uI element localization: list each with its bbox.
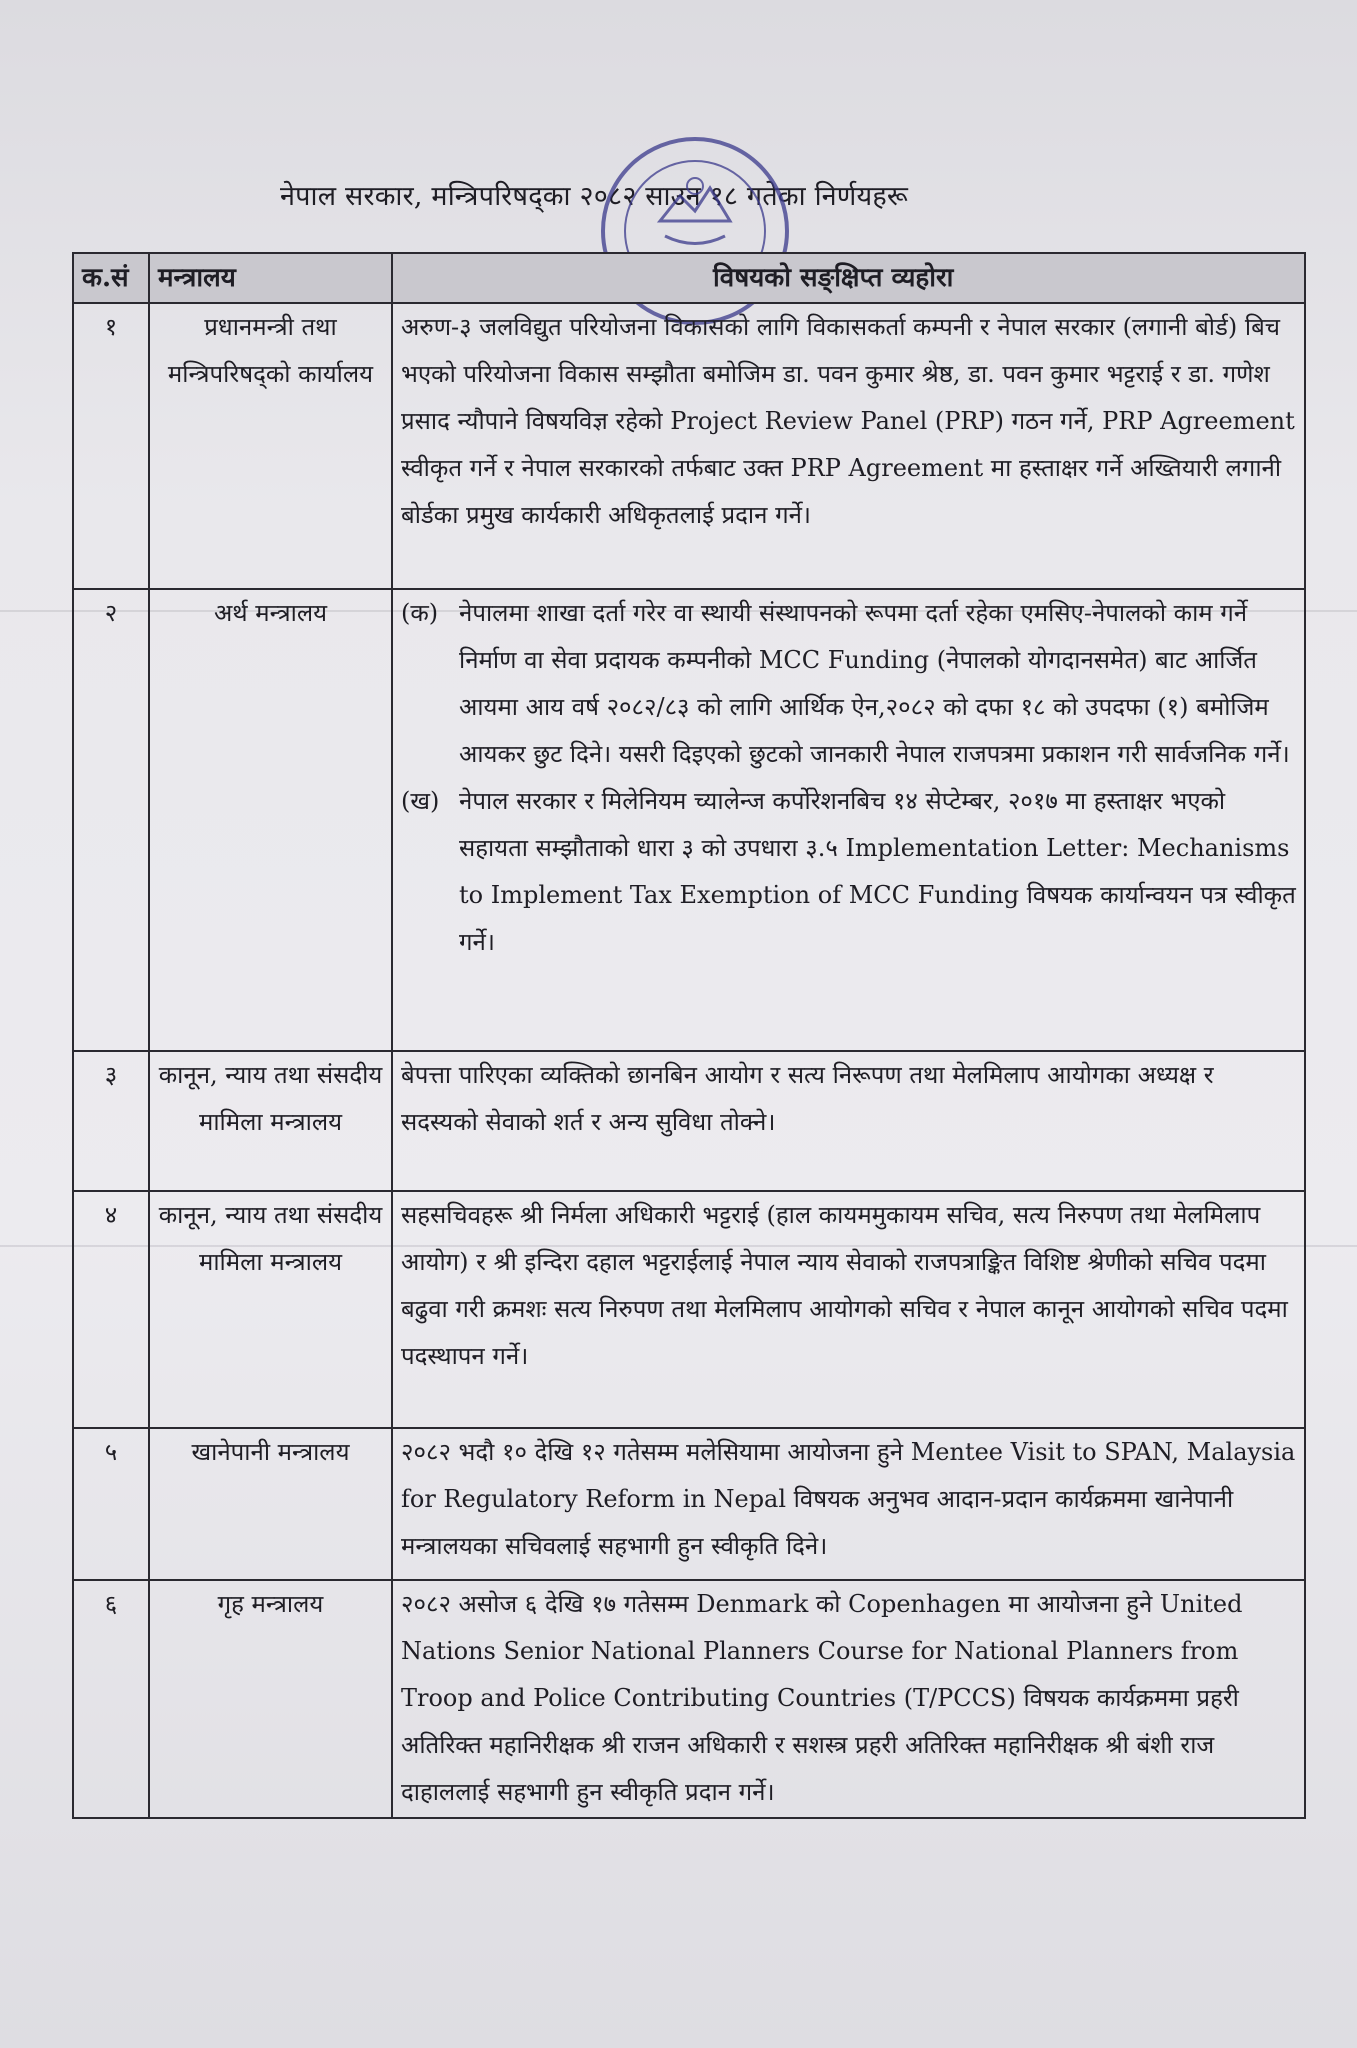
table-row: [73, 303, 1305, 589]
sub-item-text: नेपाल सरकार र मिलेनियम च्यालेन्ज कर्पोरेशनबिच १४ सेप्टेम्बर, २०१७ मा हस्ताक्षर भएको सहायता सम्झौताको धारा ३ को उपधारा ३.५ Implementation Letter: Mechanisms to Implement Tax Exemption of MCC Funding विषयक कार्यान्वयन पत्र स्वीकृत गर्ने।: [459, 787, 1296, 956]
table-header-row: [73, 253, 1305, 303]
row-sn: ३: [73, 1051, 149, 1191]
row-summary: २०८२ भदौ १० देखि १२ गतेसम्म मलेसियामा आयोजना हुने Mentee Visit to SPAN, Malaysia for Regulatory Reform in Nepal विषयक अनुभव आदान-प्रदान कार्यक्रममा खानेपानी मन्त्रालयका सचिवलाई सहभागी हुन स्वीकृति दिने।: [392, 1428, 1305, 1580]
row-sn: ६: [73, 1580, 149, 1818]
row-ministry: कानून, न्याय तथा संसदीय मामिला मन्त्रालय: [149, 1051, 392, 1191]
table-row: [73, 1191, 1305, 1428]
sub-item-b: [401, 778, 1296, 966]
sub-item-text: नेपालमा शाखा दर्ता गरेर वा स्थायी संस्थापनको रूपमा दर्ता रहेका एमसिए-नेपालको काम गर्ने निर्माण वा सेवा प्रदायक कम्पनीको MCC Funding (नेपालको योगदानसमेत) बाट आर्जित आयमा आय वर्ष २०८२/८३ को लागि आर्थिक ऐन,२०८२ को दफा १८ को उपदफा (१) बमोजिम आयकर छुट दिने। यसरी दिइएको छुटको जानकारी नेपाल राजपत्रमा प्रकाशन गरी सार्वजनिक गर्ने।: [459, 599, 1290, 768]
table-row: [73, 1051, 1305, 1191]
row-sn: ४: [73, 1191, 149, 1428]
row-summary: [392, 589, 1305, 1051]
row-sn: २: [73, 589, 149, 1051]
document-title: नेपाल सरकार, मन्त्रिपरिषद्का २०८२ साउन १८ गतेका निर्णयहरू: [280, 181, 909, 212]
decisions-table: [72, 252, 1306, 1819]
sub-item-label: (ख): [401, 787, 440, 815]
table-row: [73, 1428, 1305, 1580]
row-summary: २०८२ असोज ६ देखि १७ गतेसम्म Denmark को Copenhagen मा आयोजना हुने United Nations Senior National Planners Course for National Planners from Troop and Police Contributing Countries (T/PCCS) विषयक कार्यक्रममा प्रहरी अतिरिक्त महानिरीक्षक श्री राजन अधिकारी र सशस्त्र प्रहरी अतिरिक्त महानिरीक्षक श्री बंशी राज दाहाललाई सहभागी हुन स्वीकृति प्रदान गर्ने।: [392, 1580, 1305, 1818]
row-summary: अरुण-३ जलविद्युत परियोजना विकासको लागि विकासकर्ता कम्पनी र नेपाल सरकार (लगानी बोर्ड) बिच भएको परियोजना विकास सम्झौता बमोजिम डा. पवन कुमार श्रेष्ठ, डा. पवन कुमार भट्टराई र डा. गणेश प्रसाद न्यौपाने विषयविज्ञ रहेको Project Review Panel (PRP) गठन गर्ने, PRP Agreement स्वीकृत गर्ने र नेपाल सरकारको तर्फबाट उक्त PRP Agreement मा हस्ताक्षर गर्ने अख्तियारी लगानी बोर्डका प्रमुख कार्यकारी अधिकृतलाई प्रदान गर्ने।: [392, 303, 1305, 589]
row-summary: सहसचिवहरू श्री निर्मला अधिकारी भट्टराई (हाल कायममुकायम सचिव, सत्य निरुपण तथा मेलमिलाप आयोग) र श्री इन्दिरा दहाल भट्टराईलाई नेपाल न्याय सेवाको राजपत्राङ्कित विशिष्ट श्रेणीको सचिव पदमा बढुवा गरी क्रमशः सत्य निरुपण तथा मेलमिलाप आयोगको सचिव र नेपाल कानून आयोगको सचिव पदमा पदस्थापन गर्ने।: [392, 1191, 1305, 1428]
row-summary: बेपत्ता पारिएका व्यक्तिको छानबिन आयोग र सत्य निरूपण तथा मेलमिलाप आयोगका अध्यक्ष र सदस्यको सेवाको शर्त र अन्य सुविधा तोक्ने।: [392, 1051, 1305, 1191]
table-row: [73, 589, 1305, 1051]
row-sn: ५: [73, 1428, 149, 1580]
row-ministry: अर्थ मन्त्रालय: [149, 589, 392, 1051]
sub-item-a: [401, 590, 1296, 778]
row-sn: १: [73, 303, 149, 589]
header-ministry: मन्त्रालय: [149, 253, 392, 303]
header-sn: क.सं: [73, 253, 149, 303]
row-ministry: कानून, न्याय तथा संसदीय मामिला मन्त्रालय: [149, 1191, 392, 1428]
row-ministry: प्रधानमन्त्री तथा मन्त्रिपरिषद्को कार्यालय: [149, 303, 392, 589]
row-ministry: खानेपानी मन्त्रालय: [149, 1428, 392, 1580]
table-row: [73, 1580, 1305, 1818]
header-summary: विषयको सङ्क्षिप्त व्यहोरा: [392, 253, 1305, 303]
row-ministry: गृह मन्त्रालय: [149, 1580, 392, 1818]
sub-item-label: (क): [401, 599, 439, 627]
